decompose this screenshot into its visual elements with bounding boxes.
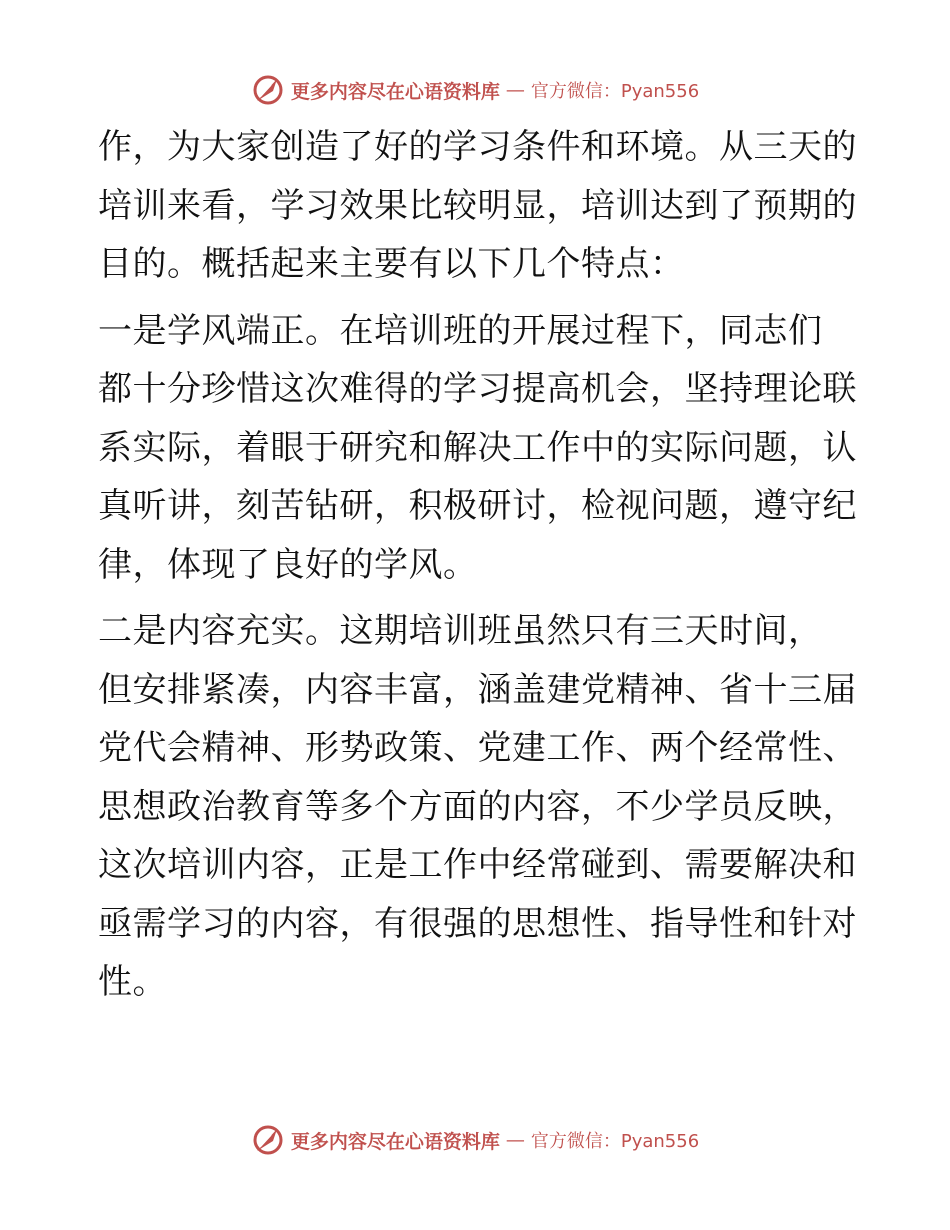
text-line: 目的。概括起来主要有以下几个特点： <box>98 244 685 284</box>
footer-site-text: 更多内容尽在心语资料库 <box>290 1130 500 1153</box>
text-line: 二是内容充实。这期培训班虽然只有三天时间， <box>98 611 823 651</box>
paragraph-1 <box>98 118 858 294</box>
quill-logo-icon <box>251 73 285 107</box>
text-line: 思想政治教育等多个方面的内容，不少学员反映， <box>98 786 857 827</box>
document-body <box>98 118 858 1012</box>
text-line: 亟需学习的内容，有很强的思想性、指导性和针对 <box>98 903 857 944</box>
text-line: 性。 <box>98 962 167 1002</box>
header-site-text: 更多内容尽在心语资料库 <box>290 80 500 103</box>
text-line: 但安排紧凑，内容丰富，涵盖建党精神、省十三届 <box>98 669 857 710</box>
text-line: 党代会精神、形势政策、党建工作、两个经常性、 <box>98 728 857 768</box>
header-wechat-text: 官方微信：Pyan556 <box>530 81 700 102</box>
text-line: 律，体现了良好的学风。 <box>98 544 478 585</box>
text-line: 培训来看，学习效果比较明显，培训达到了预期的 <box>98 185 857 226</box>
text-line: 这次培训内容，正是工作中经常碰到、需要解决和 <box>98 845 857 885</box>
quill-logo-icon <box>251 1123 285 1157</box>
footer-banner <box>0 1120 950 1160</box>
header-banner <box>0 70 950 110</box>
text-line: 真听讲，刻苦钻研，积极研讨，检视问题，遵守纪 <box>98 486 857 526</box>
footer-wechat-text: 官方微信：Pyan556 <box>530 1131 700 1152</box>
text-line: 一是学风端正。在培训班的开展过程下，同志们 <box>98 310 823 351</box>
text-line: 系实际，着眼于研究和解决工作中的实际问题，认 <box>98 427 857 468</box>
text-line: 作，为大家创造了好的学习条件和环境。从三天的 <box>98 127 857 167</box>
paragraph-2 <box>98 302 858 595</box>
footer-dash: — <box>505 1129 525 1151</box>
paragraph-3 <box>98 602 858 1012</box>
text-line: 都十分珍惜这次难得的学习提高机会，坚持理论联 <box>98 369 857 409</box>
header-dash: — <box>505 79 525 101</box>
